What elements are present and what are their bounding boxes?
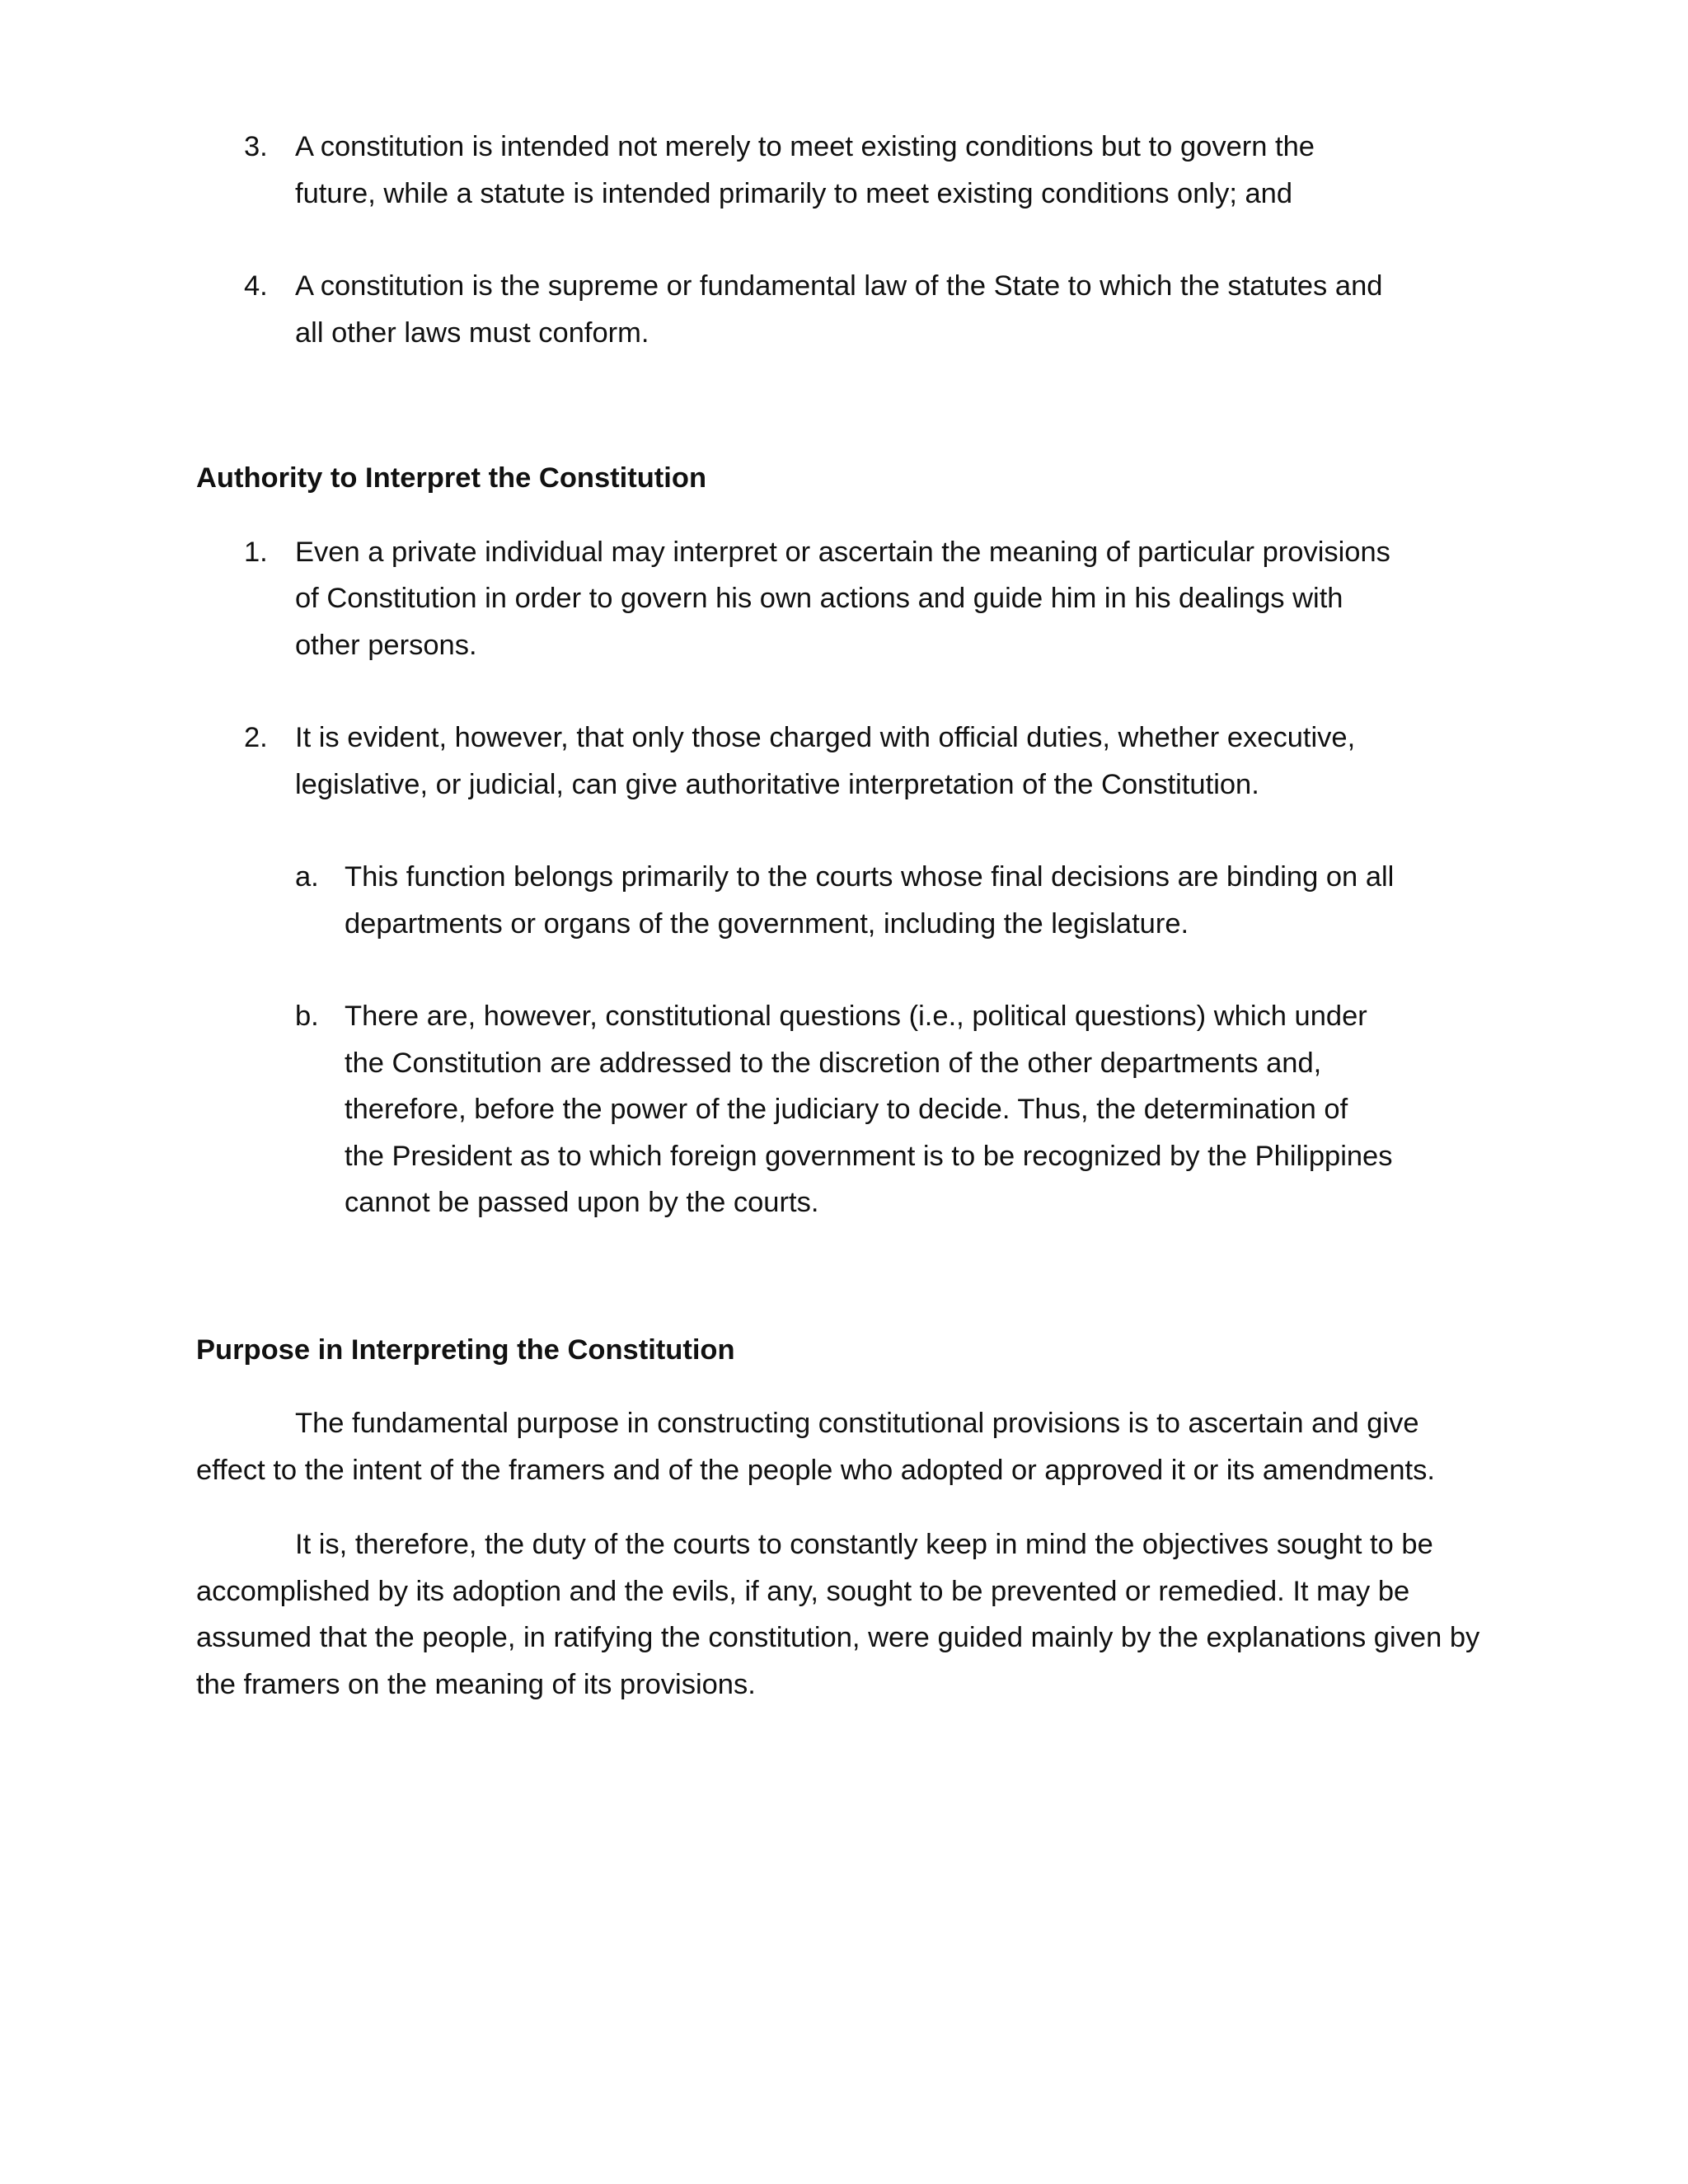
list-number: 4.: [244, 270, 268, 302]
list-item-1: [196, 529, 1482, 669]
list-number: 3.: [244, 131, 268, 162]
list-item-line: A constitution is intended not merely to meet existing conditions but to govern the: [295, 131, 1315, 162]
list-item-line: all other laws must conform.: [295, 316, 649, 349]
list-item-line: This function belongs primarily to the courts whose final decisions are binding on all: [345, 861, 1395, 893]
authority-list: [196, 529, 1482, 1226]
sublist-item-b: [196, 993, 1482, 1226]
top-list: [196, 124, 1482, 356]
section-heading-purpose: Purpose in Interpreting the Constitution: [196, 1333, 735, 1366]
list-item-line: other persons.: [295, 629, 477, 661]
list-item-line: cannot be passed upon by the courts.: [345, 1187, 819, 1218]
list-item-line: therefore, before the power of the judiciary to decide. Thus, the determination of: [345, 1094, 1348, 1125]
list-item-line: future, while a statute is intended primarily to meet existing conditions only; and: [295, 177, 1293, 209]
paragraph: It is, therefore, the duty of the courts to constantly keep in mind the objectives sought to be accomplished by its adoption and the evils, if any, sought to be prevented or remedied. It may be assumed that the people, in ratifying the constitution, were guided mainly by the explanations given by the framers on the meaning of its provisions.: [196, 1529, 1480, 1700]
list-item-line: the President as to which foreign government is to be recognized by the Philippines: [345, 1140, 1393, 1172]
list-item-line: It is evident, however, that only those charged with official duties, whether executive,: [295, 722, 1356, 753]
list-item-line: Even a private individual may interpret or ascertain the meaning of particular provisions: [295, 536, 1390, 568]
list-number: 2.: [244, 722, 268, 753]
list-item-4: [196, 263, 1482, 356]
section-heading-authority: Authority to Interpret the Constitution: [196, 462, 707, 494]
list-item-line: departments or organs of the government, including the legislature.: [345, 907, 1189, 940]
sublist-item-a: [196, 854, 1482, 947]
document-page: [196, 124, 1482, 1708]
sublist-letter: a.: [295, 861, 319, 893]
list-item-line: legislative, or judicial, can give authoritative interpretation of the Constitution.: [295, 768, 1259, 800]
authority-sublist: [196, 854, 1482, 1226]
list-item-line: of Constitution in order to govern his own actions and guide him in his dealings with: [295, 583, 1343, 614]
paragraph: The fundamental purpose in constructing constitutional provisions is to ascertain and give effect to the intent of the framers and of the people who adopted or approved it or its amendments.: [196, 1408, 1435, 1486]
sublist-letter: b.: [295, 1001, 319, 1032]
list-number: 1.: [244, 536, 268, 568]
list-item-3: [196, 124, 1482, 217]
list-item-line: There are, however, constitutional questions (i.e., political questions) which under: [345, 1001, 1367, 1032]
list-item-2: [196, 715, 1482, 808]
list-item-line: A constitution is the supreme or fundamental law of the State to which the statutes and: [295, 270, 1383, 302]
list-item-line: the Constitution are addressed to the discretion of the other departments and,: [345, 1047, 1322, 1079]
